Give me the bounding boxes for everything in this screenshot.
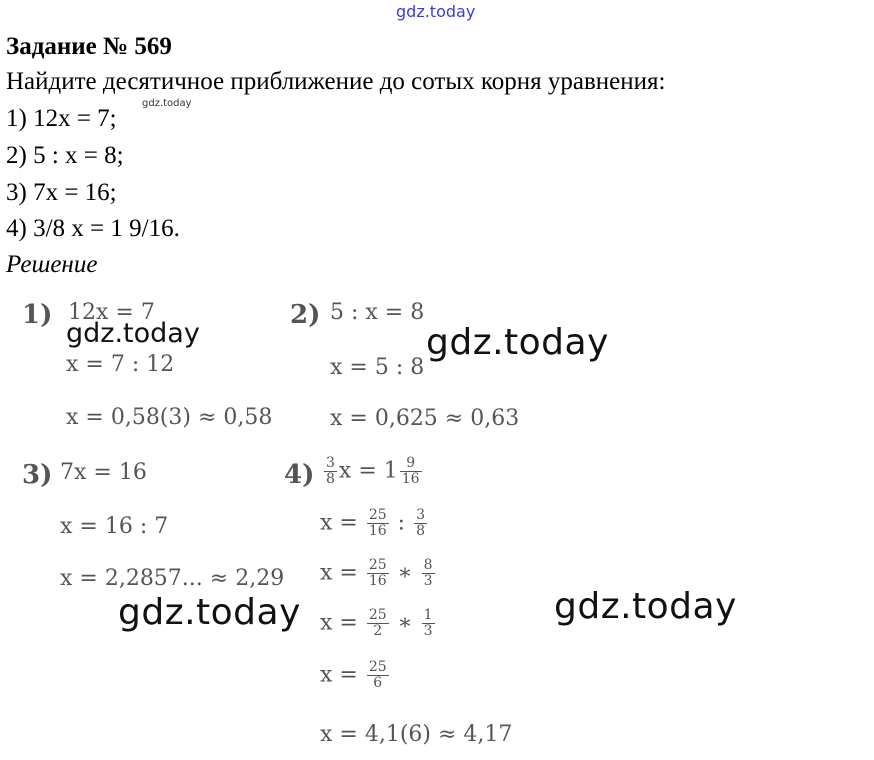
numerator: 25 — [368, 557, 387, 573]
task-item-1: 1) 12x = 7; — [6, 105, 117, 132]
fraction — [324, 456, 337, 487]
numerator: 25 — [368, 507, 387, 523]
equation-text: x = 1 — [338, 458, 398, 484]
solution-1-line-1: 12x = 7 — [68, 300, 155, 325]
solution-4-line-6: x = 4,1(6) ≈ 4,17 — [320, 722, 513, 747]
watermark-big-3: gdz.today — [554, 586, 737, 627]
solution-4-line-3 — [320, 558, 437, 589]
denominator: 3 — [423, 573, 433, 589]
solution-3-line-2: x = 16 : 7 — [60, 514, 169, 539]
task-title: Задание № 569 — [6, 33, 172, 60]
numerator: 1 — [423, 607, 433, 623]
solution-4-line-2 — [320, 508, 429, 539]
denominator: 2 — [373, 623, 383, 639]
solution-1-number: 1) — [22, 300, 53, 330]
solution-3-number: 3) — [22, 460, 53, 490]
denominator: 6 — [373, 675, 383, 691]
solution-4-line-1 — [322, 456, 424, 487]
operator: ∗ — [397, 610, 413, 636]
denominator: 16 — [368, 573, 387, 589]
operator: : — [397, 510, 406, 536]
fraction — [367, 608, 389, 639]
solution-4-number: 4) — [284, 460, 315, 490]
denominator: 16 — [401, 471, 420, 487]
task-question: Найдите десятичное приближение до сотых корня уравнения: — [6, 68, 666, 95]
equation-text: x = — [320, 510, 358, 536]
solution-heading: Решение — [6, 251, 98, 278]
solution-2-line-1: 5 : x = 8 — [330, 300, 425, 325]
solution-2-line-3: x = 0,625 ≈ 0,63 — [330, 406, 520, 431]
numerator: 3 — [326, 455, 335, 471]
numerator: 9 — [400, 456, 422, 472]
denominator: 8 — [416, 523, 426, 539]
denominator: 16 — [368, 523, 387, 539]
numerator: 25 — [368, 607, 387, 623]
watermark-big-1: gdz.today — [426, 322, 609, 363]
fraction — [422, 608, 435, 639]
equation-text: x = — [320, 610, 358, 636]
solution-2-line-2: x = 5 : 8 — [330, 355, 425, 380]
fraction — [367, 558, 389, 589]
solution-2-number: 2) — [290, 300, 321, 330]
fraction — [400, 456, 422, 487]
task-item-2: 2) 5 : x = 8; — [6, 142, 124, 169]
solution-3-line-3: x = 2,2857... ≈ 2,29 — [60, 566, 285, 591]
watermark-big-2: gdz.today — [118, 592, 301, 633]
denominator: 8 — [326, 471, 335, 487]
solution-3-line-1: 7x = 16 — [60, 460, 147, 485]
fraction — [414, 508, 427, 539]
fraction — [422, 558, 435, 589]
equation-text: x = — [320, 662, 358, 688]
task-item-3: 3) 7x = 16; — [6, 179, 117, 206]
numerator: 3 — [416, 507, 426, 523]
equation-text: x = — [320, 560, 358, 586]
fraction — [367, 660, 389, 691]
solution-1-line-3: x = 0,58(3) ≈ 0,58 — [66, 405, 273, 430]
numerator: 8 — [423, 557, 433, 573]
solution-4-line-5 — [320, 660, 391, 691]
watermark-top: gdz.today — [396, 2, 476, 21]
task-item-4: 4) 3/8 x = 1 9/16. — [6, 215, 180, 242]
solution-1-line-2: x = 7 : 12 — [66, 352, 175, 377]
solution-4-line-4 — [320, 608, 437, 639]
watermark-small: gdz.today — [142, 98, 192, 109]
watermark-mid: gdz.today — [66, 318, 200, 349]
operator: ∗ — [397, 560, 413, 586]
numerator: 25 — [368, 659, 387, 675]
fraction — [367, 508, 389, 539]
denominator: 3 — [423, 623, 433, 639]
